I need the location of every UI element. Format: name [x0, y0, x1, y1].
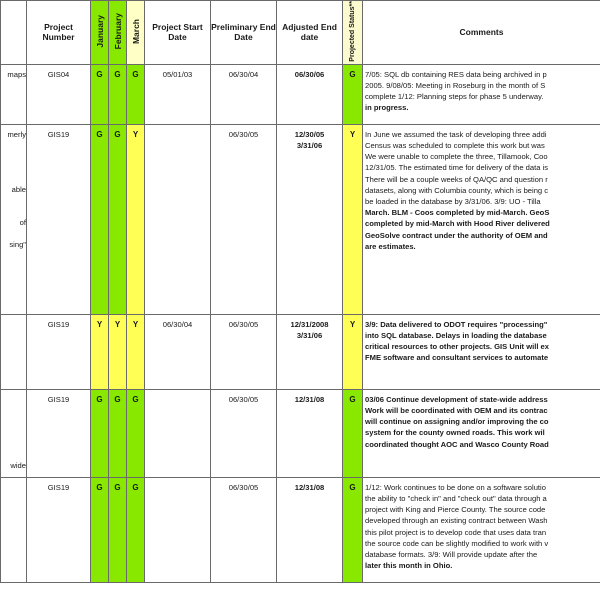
comment-line: Census was scheduled to complete this work but was [365, 140, 545, 150]
cell-line: 12/31/2008 [290, 319, 329, 329]
cell-line [1, 438, 26, 449]
comment-line: 03/06 Continue development of state-wide address [365, 394, 548, 404]
comment-line: critical resources to other projects. GIS Unit will ex [365, 342, 549, 352]
header-start-date: Project Start Date [145, 1, 211, 65]
cell-line [1, 427, 26, 438]
comment-line: this pilot project is to develop code that uses data tran [365, 527, 547, 537]
header-project-number: Project Number [27, 1, 91, 65]
month-status-jan: G [91, 389, 109, 477]
prelim-end-cell: 06/30/04 [211, 64, 277, 124]
month-status-feb: G [109, 64, 127, 124]
comment-line: completed by mid-March with Hood River delivered [365, 219, 550, 229]
cell-line [1, 195, 26, 206]
projected-status-cell: Y [343, 124, 363, 314]
comment-line: system for the county owned roads. This work wil [365, 428, 545, 438]
month-status-feb: G [109, 477, 127, 582]
header-row [1, 1, 600, 65]
projected-status-cell: G [343, 64, 363, 124]
comment-line: complete 1/12: Planning steps for phase 5 underway. [365, 92, 544, 102]
cell-line: 12/30/05 [294, 129, 325, 139]
comment-line: developed through an existing contract between Wash [365, 516, 548, 526]
comment-line: be loaded in the database by 3/31/06. 3/9: UO - Tilla [365, 196, 541, 206]
cell-line: 06/30/06 [294, 69, 325, 79]
comment-line: later this month in Ohio. [365, 561, 453, 571]
start-date-cell [145, 389, 211, 477]
cell-line: maps [7, 69, 26, 79]
cell-line [1, 140, 26, 151]
task-name-cell [1, 124, 27, 314]
comment-line: 12/31/05. The estimated time for delivery of the data is [365, 163, 549, 173]
cell-line [1, 151, 26, 162]
task-name-cell [1, 64, 27, 124]
start-date-cell [145, 124, 211, 314]
cell-line: of [19, 217, 26, 227]
month-status-mar: Y [127, 314, 145, 389]
month-status-jan: G [91, 124, 109, 314]
comments-cell [363, 314, 600, 389]
comment-line: database formats. 3/9: Will provide update after the [365, 549, 538, 559]
month-status-mar: G [127, 389, 145, 477]
comment-line: are estimates. [365, 241, 416, 251]
comments-cell [363, 389, 600, 477]
comment-line: in progress. [365, 103, 409, 113]
comment-line: coordinated thought AOC and Wasco County Road [365, 439, 549, 449]
adjusted-end-cell [277, 64, 343, 124]
comment-line: the source code can be slightly modified to work with v [365, 538, 549, 548]
start-date-cell [145, 477, 211, 582]
project-number-cell: GIS19 [27, 477, 91, 582]
adjusted-end-cell [277, 124, 343, 314]
task-name-cell [1, 314, 27, 389]
comment-line: We were unable to complete the three, Tillamook, Coo [365, 152, 548, 162]
start-date-cell: 05/01/03 [145, 64, 211, 124]
cell-line: 3/31/06 [296, 330, 323, 340]
cell-line [1, 173, 26, 184]
header-projected-status: Projected Status** [343, 1, 363, 65]
month-status-feb: G [109, 389, 127, 477]
comment-line: 3/9: Data delivered to ODOT requires "processing" [365, 319, 548, 329]
month-status-mar: G [127, 477, 145, 582]
header-prelim-end: Preliminary End Date [211, 1, 277, 65]
cell-line: wide [10, 460, 26, 470]
comment-line: datasets, along with Columbia county, which is being c [365, 185, 549, 195]
month-status-jan: G [91, 477, 109, 582]
task-name-cell [1, 389, 27, 477]
table-row [1, 314, 600, 389]
month-status-mar: G [127, 64, 145, 124]
table-row [1, 389, 600, 477]
adjusted-end-cell [277, 389, 343, 477]
adjusted-end-cell [277, 314, 343, 389]
prelim-end-cell: 06/30/05 [211, 389, 277, 477]
projected-status-cell: G [343, 389, 363, 477]
prelim-end-cell: 06/30/05 [211, 124, 277, 314]
month-status-jan: G [91, 64, 109, 124]
header-march: March [127, 1, 145, 65]
projected-status-cell: Y [343, 314, 363, 389]
comment-line: Work will be coordinated with OEM and its contrac [365, 405, 548, 415]
projected-status-cell: G [343, 477, 363, 582]
month-status-feb: G [109, 124, 127, 314]
task-name-cell [1, 477, 27, 582]
prelim-end-cell: 06/30/05 [211, 477, 277, 582]
comment-line: 1/12: Work continues to be done on a software solutio [365, 482, 546, 492]
comment-line: the ability to "check in" and "check out" data through a [365, 493, 547, 503]
project-number-cell: GIS19 [27, 314, 91, 389]
comment-line: into SQL database. Delays in loading the database [365, 330, 547, 340]
comments-cell [363, 124, 600, 314]
project-number-cell: GIS19 [27, 389, 91, 477]
comment-line: 2005. 9/08/05: Meeting in Roseburg in the month of S [365, 80, 546, 90]
header-february: February [109, 1, 127, 65]
comments-cell [363, 64, 600, 124]
cell-line: able [11, 184, 26, 194]
month-status-mar: Y [127, 124, 145, 314]
cell-line: 3/31/06 [296, 140, 323, 150]
month-status-jan: Y [91, 314, 109, 389]
cell-line: merly [7, 129, 26, 139]
header-adjusted-end: Adjusted End date [277, 1, 343, 65]
comment-line: 7/05: SQL db containing RES data being archived in p [365, 69, 547, 79]
header-january: January [91, 1, 109, 65]
adjusted-end-cell [277, 477, 343, 582]
comment-line: project with King and Pierce County. The source code [365, 505, 546, 515]
cell-line [1, 162, 26, 173]
cell-line [1, 228, 26, 239]
comments-cell [363, 477, 600, 582]
comment-line: There will be a couple weeks of QA/QC and question r [365, 174, 548, 184]
comment-line: In June we assumed the task of developing three addi [365, 129, 547, 139]
header-task [1, 1, 27, 65]
table-row [1, 64, 600, 124]
cell-line: sing" [9, 239, 26, 249]
header-comments: Comments [363, 1, 600, 65]
month-status-feb: Y [109, 314, 127, 389]
cell-line [1, 405, 26, 416]
prelim-end-cell: 06/30/05 [211, 314, 277, 389]
comment-line: will continue on assigning and/or improving the co [365, 417, 549, 427]
comment-line: FME software and consultant services to automate [365, 353, 549, 363]
cell-line [1, 206, 26, 217]
cell-line [1, 416, 26, 427]
table-row [1, 477, 600, 582]
cell-line: 12/31/08 [294, 482, 325, 492]
cell-line [1, 449, 26, 460]
comment-line: GeoSolve contract under the authority of OEM and [365, 230, 548, 240]
project-number-cell: GIS19 [27, 124, 91, 314]
project-number-cell: GIS04 [27, 64, 91, 124]
table-row [1, 124, 600, 314]
start-date-cell: 06/30/04 [145, 314, 211, 389]
cell-line: 12/31/08 [294, 394, 325, 404]
comment-line: March. BLM - Coos completed by mid-March. GeoS [365, 208, 550, 218]
cell-line [1, 394, 26, 405]
